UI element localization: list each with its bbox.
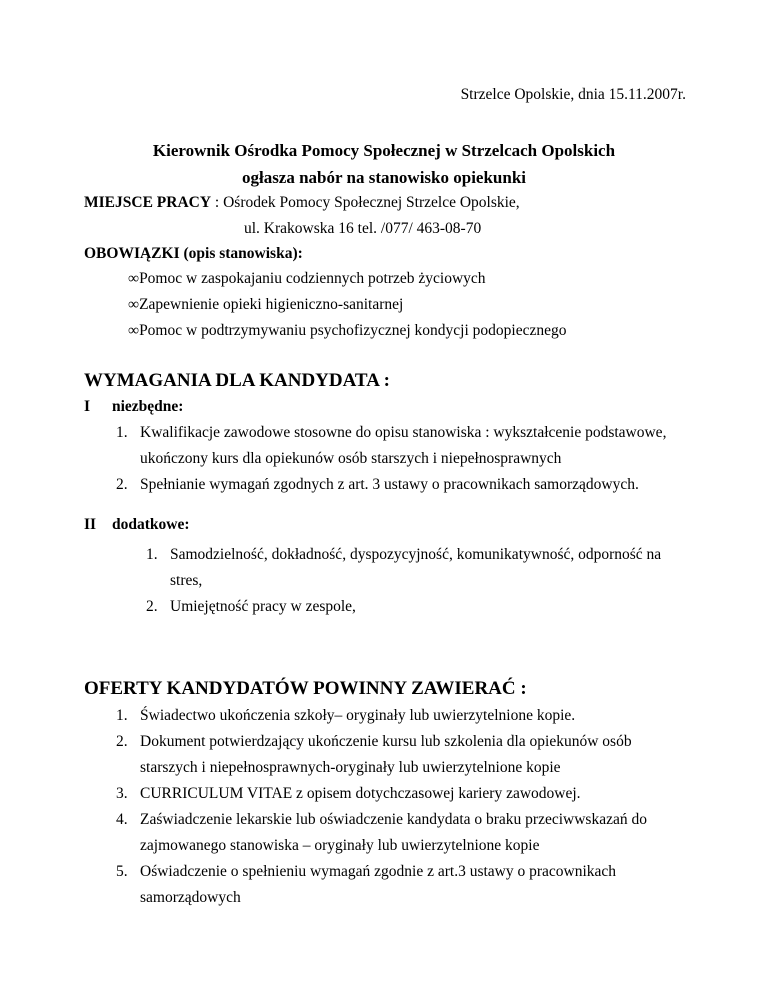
requirement-item-line: ukończony kurs dla opiekunów osób starszych i niepełnosprawnych: [140, 450, 562, 467]
essential-roman: I: [84, 398, 91, 415]
offer-item-line: samorządowych: [140, 889, 241, 906]
requirement-item-line: Umiejętność pracy w zespole,: [170, 598, 356, 615]
additional-roman: II: [84, 516, 97, 533]
duty-text: Zapewnienie opieki higieniczno-sanitarnej: [139, 296, 404, 313]
requirement-item-num: 2.: [146, 598, 158, 615]
date-line: Strzelce Opolskie, dnia 15.11.2007r.: [460, 86, 686, 103]
offer-item-line: zajmowanego stanowiska – oryginały lub uwierzytelnione kopie: [140, 837, 540, 854]
duty-text: Pomoc w podtrzymywaniu psychofizycznej kondycji podopiecznego: [139, 322, 567, 339]
offer-item-line: Oświadczenie o spełnieniu wymagań zgodnie z art.3 ustawy o pracownikach: [140, 863, 617, 880]
offer-item-num: 3.: [116, 785, 128, 802]
duty-item: [128, 296, 403, 314]
requirement-item-num: 2.: [116, 476, 128, 493]
workplace-separator: :: [211, 194, 224, 211]
requirement-item-line: Samodzielność, dokładność, dyspozycyjność, komunikatywność, odporność na: [170, 546, 662, 563]
essential-label: niezbędne:: [112, 398, 184, 415]
workplace-address-1: Ośrodek Pomocy Społecznej Strzelce Opolskie,: [223, 194, 520, 211]
offer-item-num: 5.: [116, 863, 128, 880]
offer-item-num: 2.: [116, 733, 128, 750]
offer-item-num: 4.: [116, 811, 128, 828]
infinity-bullet-icon: ∞: [128, 322, 140, 339]
requirement-item-line: Spełnianie wymagań zgodnych z art. 3 ustawy o pracownikach samorządowych.: [140, 476, 639, 493]
page-subtitle: ogłasza nabór na stanowisko opiekunki: [241, 168, 527, 187]
infinity-bullet-icon: ∞: [128, 296, 140, 313]
offer-item-line: CURRICULUM VITAE z opisem dotychczasowej kariery zawodowej.: [140, 785, 581, 802]
workplace-line: [84, 194, 520, 212]
requirement-item-line: Kwalifikacje zawodowe stosowne do opisu stanowiska : wykształcenie podstawowe,: [140, 424, 667, 441]
offer-item-line: Dokument potwierdzający ukończenie kursu lub szkolenia dla opiekunów osób: [140, 733, 632, 750]
additional-label: dodatkowe:: [112, 516, 190, 533]
offer-item-line: starszych i niepełnosprawnych-oryginały lub uwierzytelnione kopie: [140, 759, 561, 776]
duties-heading: OBOWIĄZKI (opis stanowiska):: [84, 245, 303, 262]
offer-item-line: Świadectwo ukończenia szkoły– oryginały lub uwierzytelnione kopie.: [140, 707, 576, 724]
offer-item-line: Zaświadczenie lekarskie lub oświadczenie kandydata o braku przeciwwskazań do: [140, 811, 647, 828]
requirement-item-num: 1.: [146, 546, 158, 563]
workplace-label: MIEJSCE PRACY: [84, 194, 212, 211]
offer-item-num: 1.: [116, 707, 128, 724]
infinity-bullet-icon: ∞: [128, 270, 140, 287]
requirement-item-num: 1.: [116, 424, 128, 441]
offers-heading: OFERTY KANDYDATÓW POWINNY ZAWIERAĆ :: [84, 678, 527, 699]
requirement-item-line: stres,: [170, 572, 203, 589]
duty-text: Pomoc w zaspokajaniu codziennych potrzeb życiowych: [139, 270, 486, 287]
duty-item: [128, 322, 567, 340]
page-title: Kierownik Ośrodka Pomocy Społecznej w Strzelcach Opolskich: [152, 141, 616, 160]
duty-item: [128, 270, 486, 288]
workplace-address-2: ul. Krakowska 16 tel. /077/ 463-08-70: [244, 220, 482, 237]
requirements-heading: WYMAGANIA DLA KANDYDATA :: [84, 370, 390, 391]
